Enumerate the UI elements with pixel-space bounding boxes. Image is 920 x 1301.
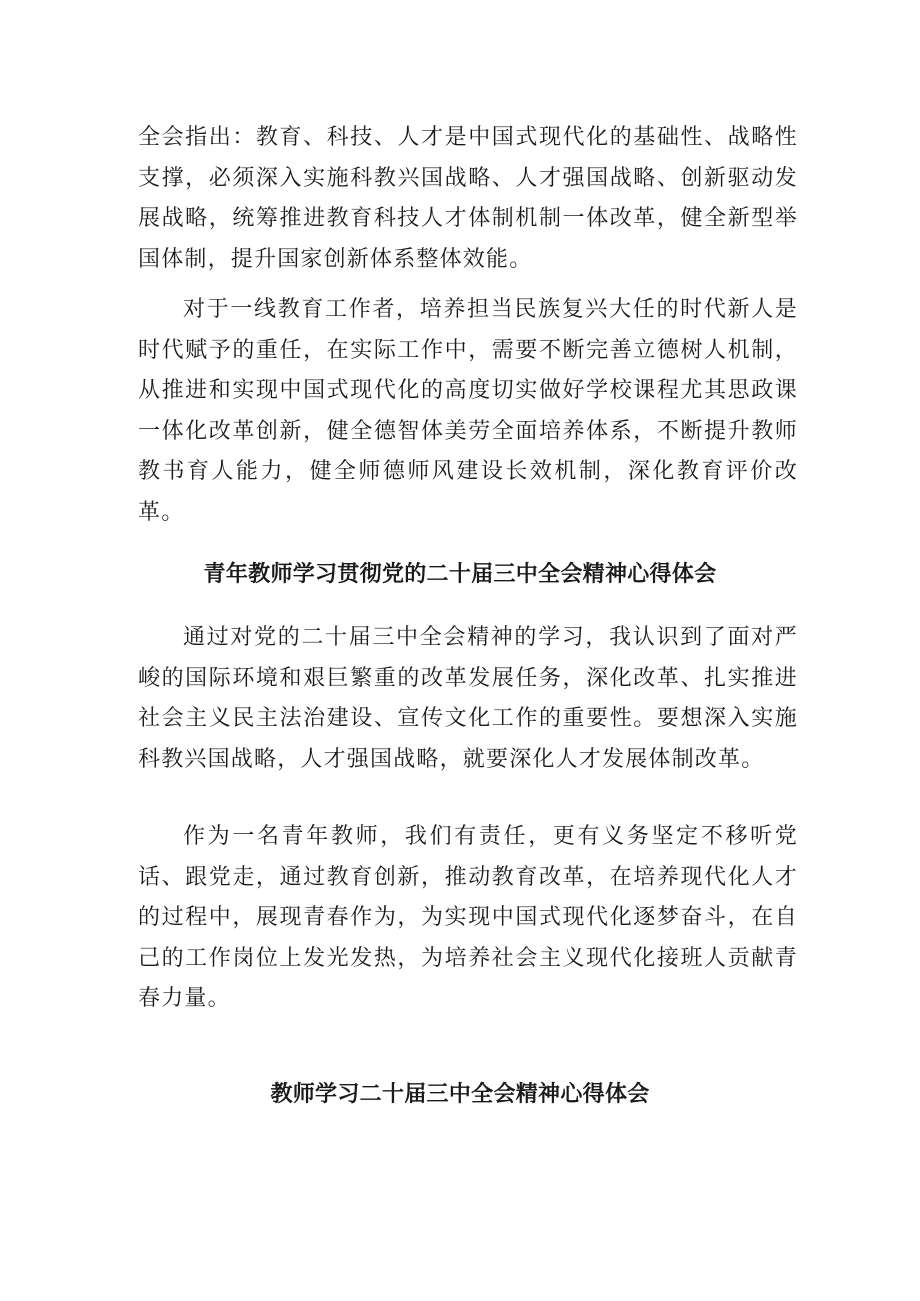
body-paragraph: 作为一名青年教师，我们有责任，更有义务坚定不移听党话、跟党走，通过教育创新，推动教育改革，在培养现代化人才的过程中，展现青春作为，为实现中国式现代化逐梦奋斗，在自己的工作岗位上发光发热，为培养社会主义现代化接班人贡献青春力量。 [138,824,798,1011]
section-heading: 青年教师学习贯彻党的二十届三中全会精神心得体会 [203,562,717,587]
body-paragraph: 全会指出：教育、科技、人才是中国式现代化的基础性、战略性支撑，必须深入实施科教兴国战略、人才强国战略、创新驱动发展战略，统筹推进教育科技人才体制机制一体改革，健全新型举国体制，提升国家创新体系整体效能。 [138,125,798,272]
body-paragraph: 通过对党的二十届三中全会精神的学习，我认识到了面对严峻的国际环境和艰巨繁重的改革发展任务，深化改革、扎实推进社会主义民主法治建设、宣传文化工作的重要性。要想深入实施科教兴国战略，人才强国战略，就要深化人才发展体制改革。 [138,625,798,772]
section-heading: 教师学习二十届三中全会精神心得体会 [270,1082,650,1107]
body-paragraph: 对于一线教育工作者，培养担当民族复兴大任的时代新人是时代赋予的重任，在实际工作中，需要不断完善立德树人机制，从推进和实现中国式现代化的高度切实做好学校课程尤其思政课一体化改革创新，健全德智体美劳全面培养体系，不断提升教师教书育人能力，健全师德师风建设长效机制，深化教育评价改革。 [138,297,798,525]
